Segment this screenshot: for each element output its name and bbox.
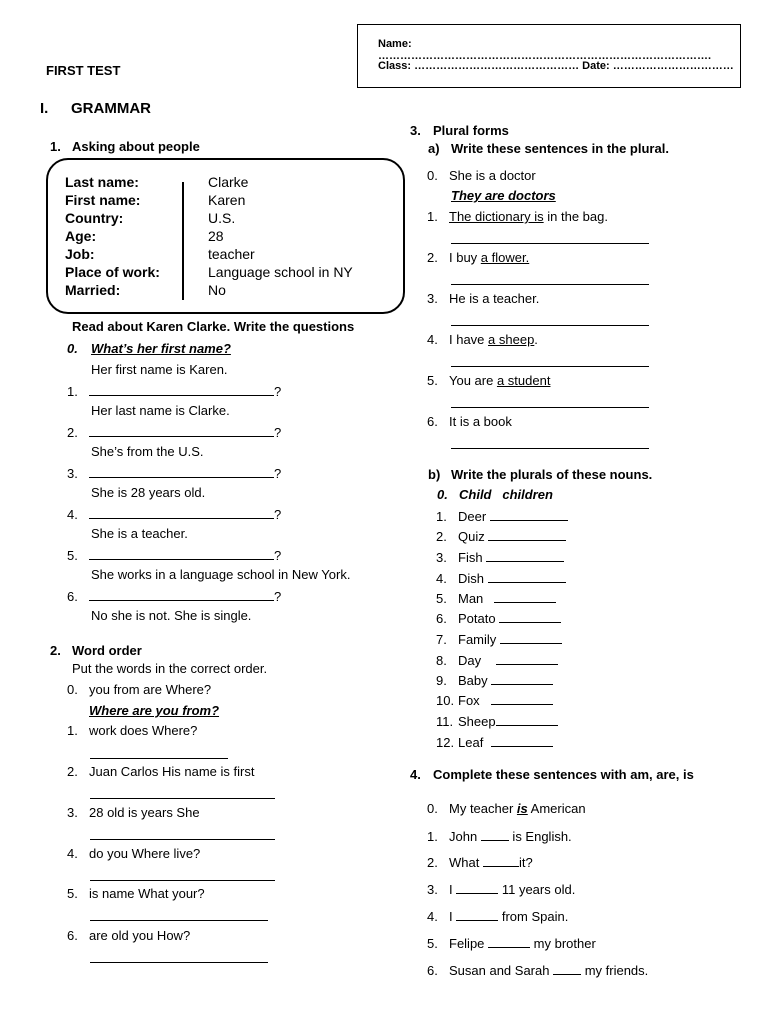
answer-blank[interactable] xyxy=(451,436,649,449)
q3a-example-answer: They are doctors xyxy=(451,188,556,203)
q4-title: Complete these sentences with am, are, is xyxy=(433,767,694,782)
q2-item xyxy=(67,764,254,779)
profile-label: Job: xyxy=(65,246,95,262)
item-number: 6. xyxy=(427,963,438,978)
q2-example xyxy=(67,682,211,697)
q3a-item xyxy=(427,250,529,265)
answer-blank[interactable] xyxy=(456,881,498,894)
sentence-text: Felipe xyxy=(449,936,489,951)
answer-blank[interactable] xyxy=(90,908,268,921)
profile-value: Karen xyxy=(208,192,246,208)
item-number: 1. xyxy=(427,209,438,224)
q1-item-answer: No she is not. She is single. xyxy=(91,608,252,623)
scrambled-words: Juan Carlos His name is first xyxy=(89,764,255,779)
item-number: 0. xyxy=(427,801,438,816)
answer-blank[interactable] xyxy=(491,734,553,747)
q2-title: Word order xyxy=(72,643,142,658)
item-number: 5. xyxy=(427,936,438,951)
noun: Quiz xyxy=(458,529,485,544)
item-number: 3. xyxy=(67,466,78,481)
q1-example-answer: Her first name is Karen. xyxy=(91,362,228,377)
item-number: 3. xyxy=(427,291,438,306)
sentence-text: is English. xyxy=(508,829,572,844)
item-number: 2. xyxy=(67,425,78,440)
q3b-item xyxy=(436,570,566,586)
item-number: 3. xyxy=(427,882,438,897)
q3b-item xyxy=(436,528,566,544)
q3a-item xyxy=(427,291,539,306)
q3b-item xyxy=(436,672,553,688)
scrambled-words: do you Where live? xyxy=(89,846,201,861)
answer-blank[interactable] xyxy=(488,528,566,541)
q3b-example-answer: children xyxy=(502,487,553,502)
answer-blank[interactable] xyxy=(451,231,649,244)
answer-blank[interactable] xyxy=(496,713,558,726)
profile-value: No xyxy=(208,282,226,298)
q4-item xyxy=(427,908,568,924)
q4-example xyxy=(427,801,586,816)
item-number: 1. xyxy=(67,384,78,399)
name-field[interactable]: Name: ………………………………………………………………………………. xyxy=(378,38,712,62)
item-number: 4. xyxy=(427,332,438,347)
sentence-text: I xyxy=(449,882,457,897)
q3a-title: Write these sentences in the plural. xyxy=(451,141,669,156)
q4-item xyxy=(427,935,596,951)
item-number: 5. xyxy=(67,548,78,563)
item-number: 10. xyxy=(436,693,455,708)
sentence-text: I buy xyxy=(449,250,481,265)
item-number: 2. xyxy=(436,529,447,544)
answer-blank[interactable] xyxy=(90,827,275,840)
item-number: 3. xyxy=(436,550,447,565)
profile-value: teacher xyxy=(208,246,255,262)
answer-blank[interactable] xyxy=(89,588,274,601)
q1-item-answer: She is 28 years old. xyxy=(91,485,206,500)
q4-item xyxy=(427,854,533,870)
noun: Family xyxy=(458,632,497,647)
scrambled-words: is name What your? xyxy=(89,886,205,901)
sentence-text: from Spain. xyxy=(498,909,569,924)
answer-blank[interactable] xyxy=(456,908,498,921)
sentence-text: My teacher xyxy=(449,801,517,816)
item-number: 0. xyxy=(437,487,448,502)
item-number: 0. xyxy=(67,682,78,697)
q1-item xyxy=(67,383,281,399)
item-number: 3. xyxy=(67,805,78,820)
sentence-text: Susan and Sarah xyxy=(449,963,554,978)
noun: Deer xyxy=(458,509,487,524)
q1-item-answer: She works in a language school in New York. xyxy=(91,567,351,582)
noun: Baby xyxy=(458,673,488,688)
answer-blank[interactable] xyxy=(89,383,274,396)
item-number: 5. xyxy=(436,591,447,606)
underlined-words: a student xyxy=(496,373,551,388)
profile-value: Clarke xyxy=(208,174,249,190)
item-number: 7. xyxy=(436,632,447,647)
profile-label: Married: xyxy=(65,282,121,298)
q3b-item xyxy=(436,508,568,524)
answer-blank[interactable] xyxy=(500,631,562,644)
question-mark: ? xyxy=(274,589,282,604)
noun: Leaf xyxy=(458,735,484,750)
q3a-item xyxy=(427,332,538,347)
sentence-text: It is a book xyxy=(449,414,512,429)
sentence-text: in the bag. xyxy=(543,209,608,224)
profile-label: First name: xyxy=(65,192,141,208)
item-number: 2. xyxy=(427,855,438,870)
item-number: 6. xyxy=(436,611,447,626)
q3b-item xyxy=(436,713,558,729)
q1-item-answer: She is a teacher. xyxy=(91,526,188,541)
sentence-text: You are xyxy=(449,373,497,388)
answer-blank[interactable] xyxy=(481,828,509,841)
q3a-example xyxy=(427,168,536,183)
q2-item xyxy=(67,928,190,943)
sentence-text: I xyxy=(449,909,457,924)
item-number: 2. xyxy=(67,764,78,779)
q3-title: Plural forms xyxy=(433,123,509,138)
item-number: 6. xyxy=(427,414,438,429)
q1-instruction: Read about Karen Clarke. Write the questions xyxy=(72,319,355,334)
answer-blank[interactable] xyxy=(491,672,553,685)
q2-item xyxy=(67,886,205,901)
q4-item xyxy=(427,881,575,897)
q3b-item xyxy=(436,590,556,606)
item-number: 4. xyxy=(427,909,438,924)
item-number: 6. xyxy=(67,589,78,604)
item-number: 4. xyxy=(67,846,78,861)
sentence-text: my brother xyxy=(530,936,596,951)
q2-instruction: Put the words in the correct order. xyxy=(72,661,268,676)
q1-title: Asking about people xyxy=(72,139,200,154)
noun: Day xyxy=(458,653,482,668)
q3b-letter: b) xyxy=(428,467,441,482)
q3a-item xyxy=(427,373,550,388)
test-title: FIRST TEST xyxy=(46,63,121,78)
q3a-item xyxy=(427,414,512,429)
sentence-text: I have xyxy=(449,332,489,347)
answer-blank[interactable] xyxy=(499,610,561,623)
name-class-box xyxy=(357,24,741,88)
question-mark: ? xyxy=(274,507,282,522)
profile-divider xyxy=(182,182,184,300)
sentence-text: What xyxy=(449,855,483,870)
scrambled-words: 28 old is years She xyxy=(89,805,200,820)
q1-item-answer: She’s from the U.S. xyxy=(91,444,204,459)
q3a-item xyxy=(427,209,608,224)
answer-blank[interactable] xyxy=(491,692,553,705)
item-number: 11. xyxy=(436,714,454,729)
q3b-item xyxy=(436,734,553,750)
q3-number: 3. xyxy=(410,123,421,138)
answer-blank[interactable] xyxy=(553,962,581,975)
q1-item xyxy=(67,588,281,604)
noun: Fox xyxy=(458,693,480,708)
q2-number: 2. xyxy=(50,643,61,658)
noun: Fish xyxy=(458,550,483,565)
profile-label: Age: xyxy=(65,228,97,244)
scrambled-words: are old you How? xyxy=(89,928,191,943)
q4-item xyxy=(427,828,572,844)
q1-example-question: What’s her first name? xyxy=(91,341,231,356)
noun: Man xyxy=(458,591,484,606)
profile-value: U.S. xyxy=(208,210,236,226)
q2-item xyxy=(67,805,200,820)
q3b-item xyxy=(436,549,564,565)
item-number: 6. xyxy=(67,928,78,943)
item-number: 12. xyxy=(436,735,455,750)
answer-blank[interactable] xyxy=(486,549,564,562)
q3b-example-word: Child xyxy=(459,487,492,502)
q1-item xyxy=(67,506,281,522)
question-mark: ? xyxy=(274,425,282,440)
noun: Dish xyxy=(458,571,485,586)
item-number: 0. xyxy=(427,168,438,183)
q3a-letter: a) xyxy=(428,141,440,156)
q2-example-text: you from are Where? xyxy=(89,682,212,697)
sentence-text: American xyxy=(527,801,586,816)
sentence-text: my friends. xyxy=(581,963,649,978)
question-mark: ? xyxy=(274,384,282,399)
answer-blank[interactable] xyxy=(90,746,228,759)
q1-example-number: 0. xyxy=(67,341,78,356)
example-fill: is xyxy=(516,801,528,816)
answer-blank[interactable] xyxy=(89,506,274,519)
answer-blank[interactable] xyxy=(89,424,274,437)
underlined-words: a flower. xyxy=(480,250,530,265)
item-number: 4. xyxy=(67,507,78,522)
answer-blank[interactable] xyxy=(490,508,568,521)
q3b-title: Write the plurals of these nouns. xyxy=(451,467,653,482)
answer-blank[interactable] xyxy=(90,868,275,881)
sentence-text: it? xyxy=(518,855,533,870)
answer-blank[interactable] xyxy=(451,354,649,367)
q4-number: 4. xyxy=(410,767,421,782)
sentence-text: John xyxy=(449,829,481,844)
answer-blank[interactable] xyxy=(483,854,519,867)
profile-card xyxy=(46,158,405,314)
profile-value: Language school in NY xyxy=(208,264,353,280)
answer-blank[interactable] xyxy=(496,652,558,665)
q1-item xyxy=(67,424,281,440)
item-number: 1. xyxy=(427,829,438,844)
answer-blank[interactable] xyxy=(488,570,566,583)
item-number: 2. xyxy=(427,250,438,265)
q3a-example-text: She is a doctor xyxy=(449,168,536,183)
question-mark: ? xyxy=(274,548,282,563)
q1-item xyxy=(67,465,281,481)
q1-item xyxy=(67,547,281,563)
q3b-item xyxy=(436,631,562,647)
answer-blank[interactable] xyxy=(451,313,649,326)
answer-blank[interactable] xyxy=(90,786,275,799)
q3b-item xyxy=(436,692,553,708)
q3b-item xyxy=(436,610,561,626)
answer-blank[interactable] xyxy=(488,935,530,948)
answer-blank[interactable] xyxy=(90,950,268,963)
profile-label: Last name: xyxy=(65,174,139,190)
sentence-text: 11 years old. xyxy=(498,882,576,897)
noun: Sheep xyxy=(458,714,496,729)
answer-blank[interactable] xyxy=(494,590,556,603)
item-number: 1. xyxy=(436,509,447,524)
answer-blank[interactable] xyxy=(451,395,649,408)
sentence-text: He is a teacher. xyxy=(449,291,540,306)
q2-item xyxy=(67,723,197,738)
item-number: 4. xyxy=(436,571,447,586)
noun: Potato xyxy=(458,611,496,626)
profile-value: 28 xyxy=(208,228,224,244)
item-number: 5. xyxy=(427,373,438,388)
profile-label: Place of work: xyxy=(65,264,160,280)
underlined-words: a sheep xyxy=(488,332,535,347)
class-date-field[interactable]: Class: ……………………………………… Date: …………………………… xyxy=(378,60,734,72)
q1-item-answer: Her last name is Clarke. xyxy=(91,403,230,418)
q2-example-answer: Where are you from? xyxy=(89,703,220,718)
section-roman: I. xyxy=(40,100,49,117)
item-number: 8. xyxy=(436,653,447,668)
sentence-text: . xyxy=(534,332,538,347)
scrambled-words: work does Where? xyxy=(89,723,198,738)
q2-item xyxy=(67,846,200,861)
underlined-words: The dictionary is xyxy=(449,209,544,224)
section-title: GRAMMAR xyxy=(71,100,151,117)
answer-blank[interactable] xyxy=(451,272,649,285)
item-number: 9. xyxy=(436,673,447,688)
q4-item xyxy=(427,962,648,978)
item-number: 5. xyxy=(67,886,78,901)
q3b-example xyxy=(437,487,553,502)
question-mark: ? xyxy=(274,466,282,481)
answer-blank[interactable] xyxy=(89,547,274,560)
q3b-item xyxy=(436,652,558,668)
answer-blank[interactable] xyxy=(89,465,274,478)
profile-label: Country: xyxy=(65,210,124,226)
item-number: 1. xyxy=(67,723,78,738)
q1-number: 1. xyxy=(50,139,61,154)
